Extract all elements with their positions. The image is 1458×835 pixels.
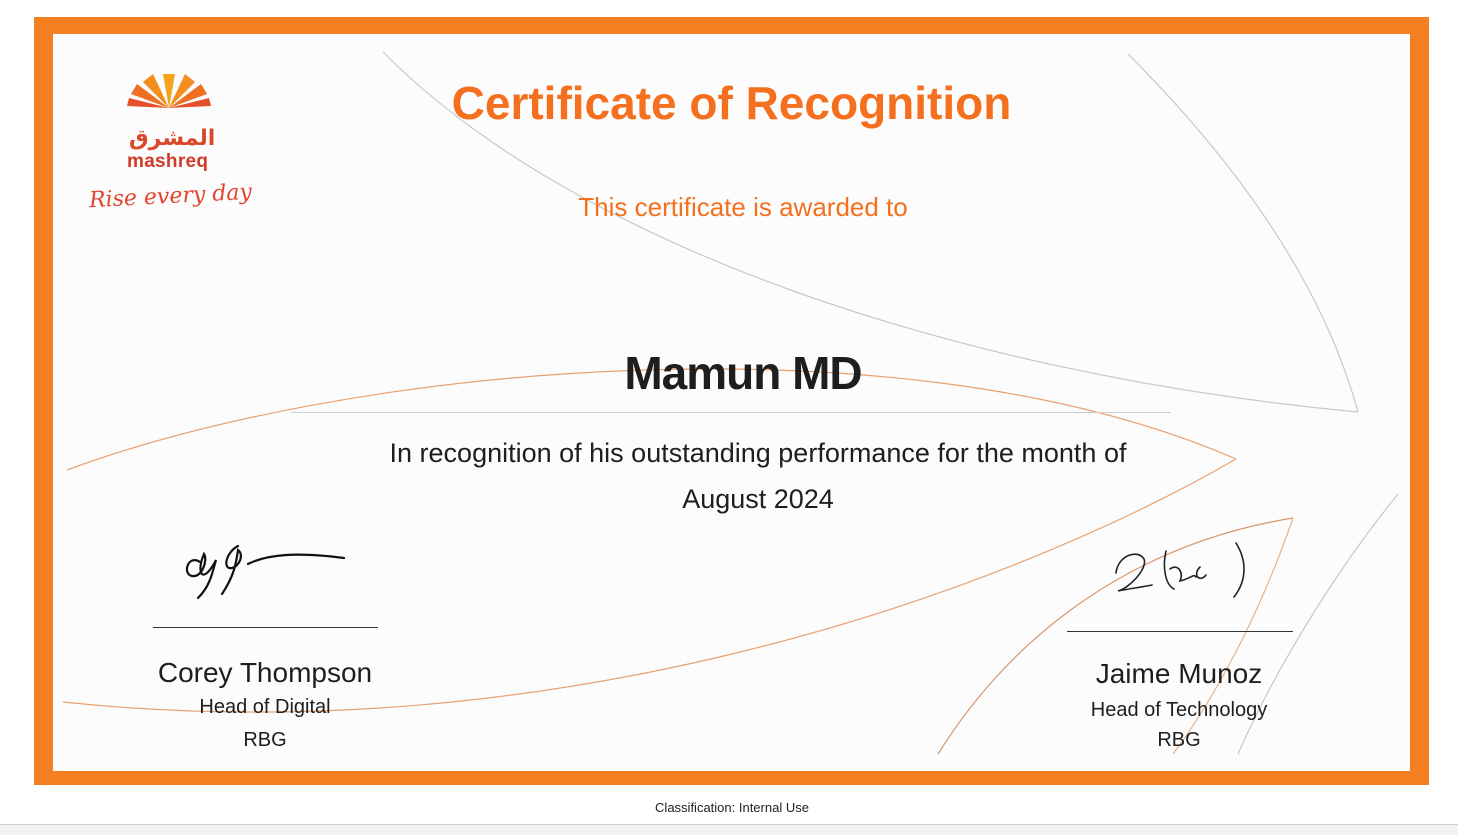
signatory-unit: RBG: [243, 729, 287, 751]
signatory-title: Head of Digital: [199, 696, 331, 718]
classification-label: Classification: Internal Use: [655, 800, 809, 815]
signatory-name: Jaime Munoz: [1095, 658, 1263, 689]
certificate-body: [53, 34, 1410, 771]
recipient-name: Mamun MD: [624, 347, 862, 399]
bottom-bar: [0, 824, 1458, 835]
recognition-text: [53, 430, 1410, 522]
signatory-unit: RBG: [1157, 729, 1201, 751]
signature-line-left: [153, 627, 378, 628]
recognition-line: In recognition of his outstanding performance for the month of: [389, 438, 1127, 468]
recipient-divider: [291, 412, 1171, 413]
brand-tagline: Rise every day: [88, 179, 253, 214]
certificate-subtitle: This certificate is awarded to: [578, 192, 908, 222]
signature-line-right: [1067, 631, 1293, 632]
signature-icon: [178, 524, 348, 604]
recognition-period: August 2024: [682, 484, 834, 514]
certificate-title: Certificate of Recognition: [451, 77, 1012, 129]
signature-icon: [1108, 539, 1258, 619]
brand-arabic-name: المشرق: [129, 126, 216, 151]
signatory-name: Corey Thompson: [157, 657, 373, 688]
brand-name: mashreq: [127, 151, 209, 172]
signatory-title: Head of Technology: [1090, 699, 1268, 721]
